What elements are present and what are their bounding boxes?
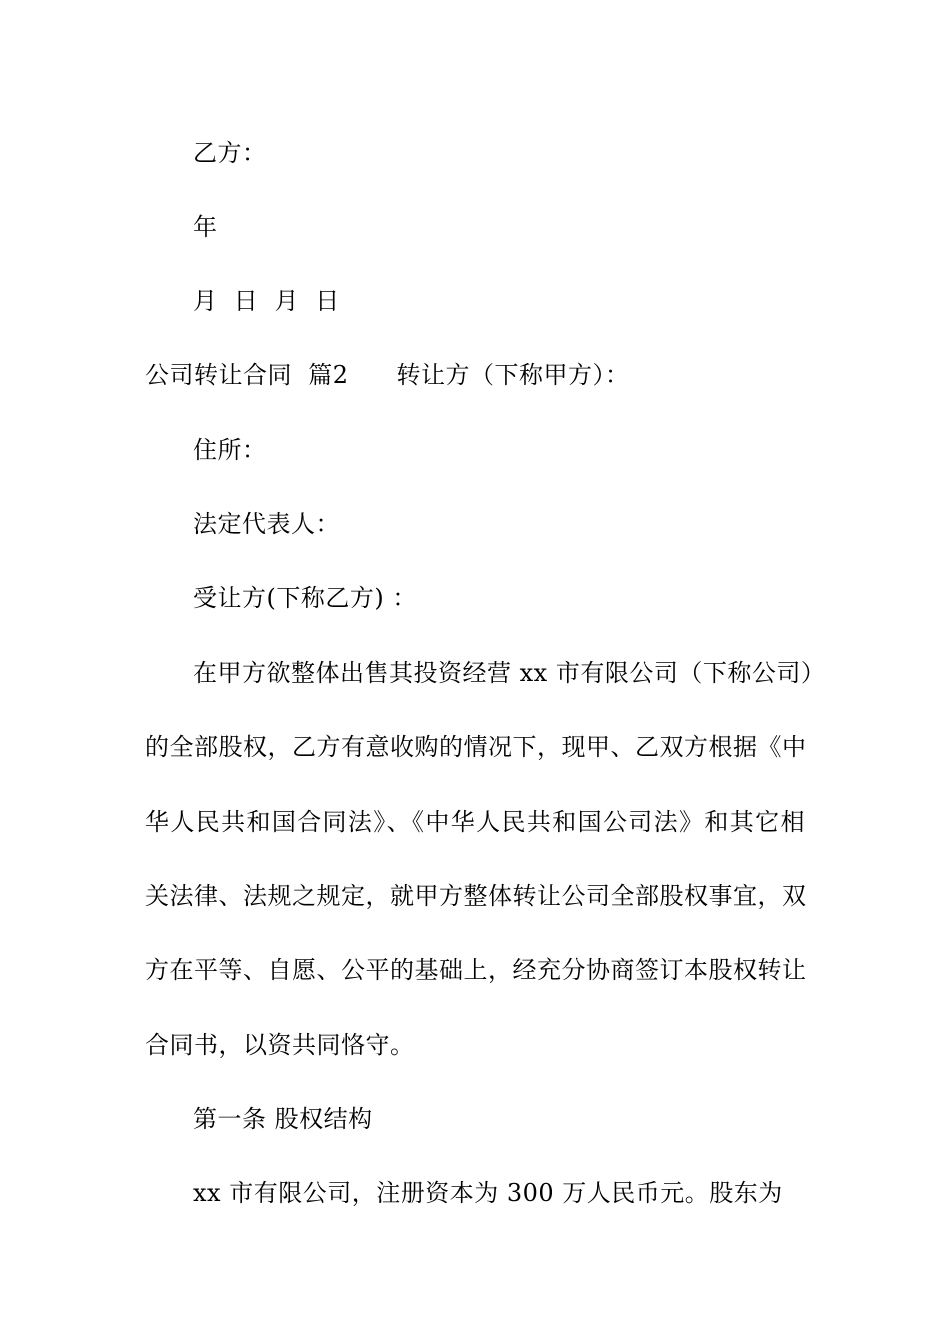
paragraph-line: xx 市有限公司，注册资本为 300 万人民币元。股东为 [193, 1179, 783, 1207]
paragraph-line: 华人民共和国合同法》、《中华人民共和国公司法》和其它相 [145, 808, 805, 836]
article-one-heading: 第一条 股权结构 [193, 1105, 373, 1133]
paragraph-line: 方在平等、自愿、公平的基础上，经充分协商签订本股权转让 [145, 956, 807, 984]
heading-line [145, 358, 810, 392]
transferor-label: 转让方（下称甲方）： [396, 361, 630, 389]
contract-section-title: 公司转让合同 篇2 [145, 361, 349, 389]
paragraph-line: 的全部股权，乙方有意收购的情况下，现甲、乙双方根据《中 [145, 733, 807, 761]
paragraph-line: 合同书，以资共同恪守。 [145, 1031, 415, 1059]
party-b-label: 乙方： [193, 139, 267, 167]
month-day-label: 月 日 月 日 [193, 287, 340, 315]
legal-representative-label: 法定代表人： [193, 510, 340, 538]
address-label: 住所： [193, 436, 267, 464]
paragraph-line: 在甲方欲整体出售其投资经营 xx 市有限公司（下称公司） [193, 659, 826, 687]
year-label: 年 [193, 213, 218, 241]
transferee-label: 受让方(下称乙方) ： [193, 584, 417, 612]
paragraph-line: 关法律、法规之规定，就甲方整体转让公司全部股权事宜，双 [145, 882, 807, 910]
